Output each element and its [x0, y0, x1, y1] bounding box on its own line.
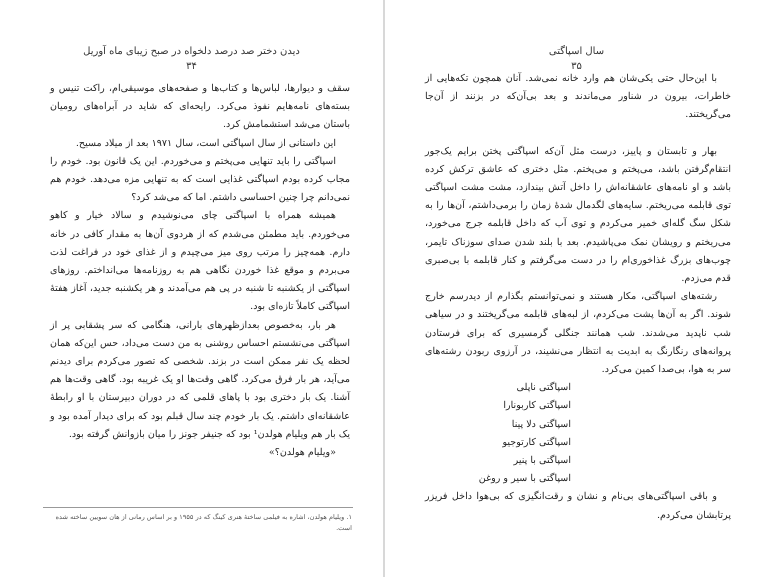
left-page-number: ۳۴	[186, 61, 197, 72]
left-page	[0, 0, 383, 577]
right-running-head: سال اسپاگتی	[548, 46, 605, 57]
right-page	[385, 0, 768, 577]
section-break	[425, 125, 731, 143]
left-paragraph: این داستانی از سال اسپاگتی است، سال ۱۹۷۱ بعد از میلاد مسیح.	[75, 137, 336, 149]
list-item: اسپاگتی با سیر و روغن	[478, 473, 571, 485]
left-page-body	[50, 80, 350, 462]
right-paragraph: بهار و تابستان و پاییز، درست مثل آن‌که اسپاگتی پختن برایم یک‌جور انتقام‌گرفتن باشد، می‌پختم و می‌پختم. مثل دختری که عاشق ترکش کرده باشد و او نامه‌های عاشقانه‌اش را داخل آتش بیندازد، مشت مشت اسپاگتی توی قابلمه می‌ریختم. سایه‌های لگدمال شدهٔ زمان را برمی‌داشتم، آن‌ها را به شکل سگ گله‌ای خمیر می‌کردم و توی آب که داخل قابلمه جرج می‌خورد، می‌ریختم و رویشان نمک می‌پاشیدم. بعد با بلند شدن صدای سوزناک تایمر، چوب‌های بزرگ غذاخوری‌ام را در دست می‌گرفتم و کنار قابلمه با بی‌صبری قدم می‌زدم.	[425, 145, 731, 285]
list-item: اسپاگتی با پنیر	[513, 455, 571, 467]
right-paragraph: و باقی اسپاگتی‌های بی‌نام و نشان و رقت‌انگیزی که بی‌هوا داخل فریزر پرتابشان می‌کردم.	[425, 491, 731, 521]
spaghetti-list	[425, 379, 731, 488]
left-paragraph: «ویلیام هولدن؟»	[268, 447, 336, 459]
list-item: اسپاگتی دلا پینا	[511, 418, 571, 430]
footnote: ۱. ویلیام هولدن، اشاره به فیلمی ساختهٔ هنری کینگ که در ۱۹۵۵ و بر اساس رمانی از هان سویین ساخته شده است.	[55, 513, 352, 532]
right-paragraph: با این‌حال حتی یکی‌شان هم وارد خانه نمی‌شد. آنان همچون تکه‌هایی از خاطرات، بیرون در شناور می‌ماندند و بعد بی‌آن‌که در بزنند از آن‌جا می‌گریختند.	[425, 73, 731, 121]
right-page-body	[425, 70, 731, 525]
left-running-head: دیدن دختر صد درصد دلخواه در صبح زیبای ماه آوریل	[83, 46, 300, 57]
right-paragraph: رشته‌های اسپاگتی، مکار هستند و نمی‌توانستم بگذارم از دیدرسم خارج شوند. اگر به آن‌ها پشت می‌کردم، از لبه‌های قابلمه می‌گریختند و در سیاهی شب ناپدید می‌شدند. شب همانند جنگلی گرمسیری که برای فرستادن پروانه‌های رنگارنگ به ابدیت به انتظار می‌نشیند، در آرزوی ربودن رشته‌های سر به هوا، بی‌صدا کمین می‌کرد.	[425, 291, 731, 376]
list-item: اسپاگتی کاربونارا	[503, 400, 571, 412]
left-paragraph: هر بار، به‌خصوص بعدازظهرهای بارانی، هنگامی که سر پشقابی پر از اسپاگتی می‌نشستم احساس روشنی به من دست می‌داد، حس این‌که همان لحظه یک نفر ممکن است در بزند. شخصی که تصور می‌کردم برای دیدنم می‌آید، هر بار فرق می‌کرد. گاهی وقت‌ها او یک غریبه بود. گاهی وقت‌ها هم آشنا. یک بار دختری بود با پاهای قلمی که در دوران دبیرستان با او رابطهٔ عاشقانه‌ای داشتم. یک بار خودم چند سال قبلم بود که برای دیدار آمده بود و یک بار هم ویلیام هولدن¹ بود که جنیفر جونز را میان بازوانش گرفته بود.	[50, 319, 350, 440]
list-item: اسپاگتی ناپلی	[516, 382, 571, 394]
left-paragraph: سقف و دیوارها، لباس‌ها و کتاب‌ها و صفحه‌های موسیقی‌ام، راکت تنیس و بسته‌های نامه‌هایم نفوذ می‌کرد. رایحه‌ای که شاید در آبراه‌های رومیان باستان می‌شد استشمامش کرد.	[50, 83, 350, 131]
left-paragraph: اسپاگتی را باید تنهایی می‌پختم و می‌خوردم. این یک قانون بود. خودم را مجاب کرده بودم اسپاگتی غذایی است که به تنهایی مزه می‌دهد. خودم هم نمی‌دانم چرا چنین احساسی داشتم. اما که می‌شد کرد؟	[50, 155, 350, 204]
right-page-number: ۳۵	[571, 61, 582, 72]
footnote-divider	[43, 507, 353, 508]
list-item: اسپاگتی کارتوجیو	[502, 436, 571, 448]
left-paragraph: همیشه همراه با اسپاگتی چای می‌نوشیدم و سالاد خیار و کاهو می‌خوردم. باید مطمئن می‌شدم که از هردوی آن‌ها به مقدار کافی در خانه دارم. همه‌چیز را مرتب روی میز می‌چیدم و از غذای خود در فراغت لذت می‌بردم و موقع غذا خوردن نگاهی هم به روزنامه‌ها می‌انداختم. روزهای اسپاگتی از یکشنبه تا شنبه در پی هم می‌آمدند و هر یکشنبه جدید، آغاز هفتهٔ اسپاگتی کاملاً تازه‌ای بود.	[50, 210, 350, 313]
